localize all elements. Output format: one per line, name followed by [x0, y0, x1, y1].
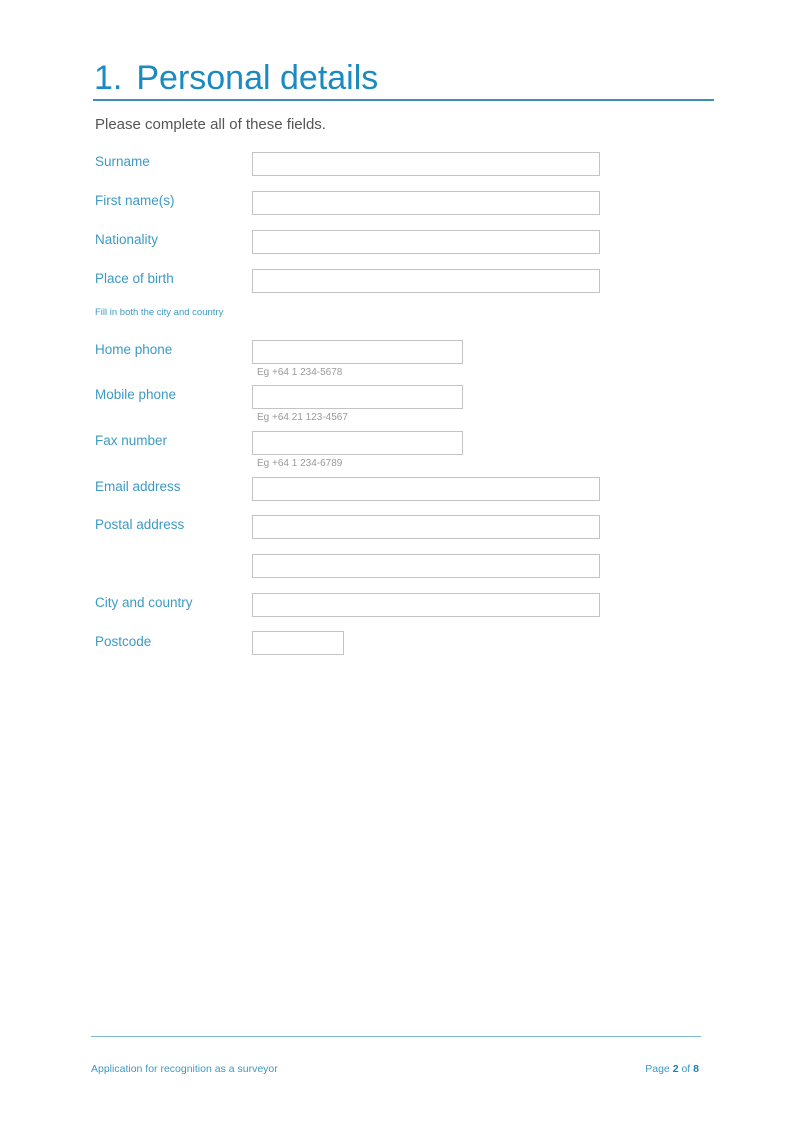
email-address-input[interactable] [252, 477, 600, 501]
page-current: 2 [672, 1063, 679, 1075]
surname-input[interactable] [252, 152, 600, 176]
page-prefix: Page [645, 1063, 670, 1075]
title-divider [93, 99, 714, 101]
postal-address-line2-input[interactable] [252, 554, 600, 578]
postcode-label: Postcode [95, 634, 152, 649]
place-of-birth-label: Place of birth [95, 271, 174, 286]
postal-address-label: Postal address [95, 517, 185, 532]
first-names-label: First name(s) [95, 193, 175, 208]
page-total: 8 [693, 1063, 699, 1075]
page-indicator [645, 1063, 699, 1075]
section-title-text: Personal details [136, 59, 379, 97]
footer-divider [91, 1036, 701, 1037]
section-number: 1. [94, 59, 123, 97]
mobile-phone-label: Mobile phone [95, 387, 177, 402]
nationality-label: Nationality [95, 232, 159, 247]
first-names-input[interactable] [252, 191, 600, 215]
postal-address-line1-input[interactable] [252, 515, 600, 539]
fax-number-label: Fax number [95, 433, 168, 448]
intro-text: Please complete all of these fields. [95, 116, 326, 133]
city-country-label: City and country [95, 595, 193, 610]
mobile-phone-input[interactable] [252, 385, 463, 409]
nationality-input[interactable] [252, 230, 600, 254]
email-address-label: Email address [95, 479, 181, 494]
page-of: of [681, 1063, 691, 1075]
surname-label: Surname [95, 154, 150, 169]
fax-number-example: Eg +64 1 234-6789 [257, 458, 343, 469]
place-of-birth-input[interactable] [252, 269, 600, 293]
footer-document-title: Application for recognition as a surveyor [91, 1063, 278, 1075]
home-phone-label: Home phone [95, 342, 173, 357]
home-phone-input[interactable] [252, 340, 463, 364]
city-country-input[interactable] [252, 593, 600, 617]
postcode-input[interactable] [252, 631, 344, 655]
section-title [94, 58, 378, 98]
home-phone-example: Eg +64 1 234-5678 [257, 367, 343, 378]
fax-number-input[interactable] [252, 431, 463, 455]
place-of-birth-hint: Fill in both the city and country [95, 307, 224, 318]
mobile-phone-example: Eg +64 21 123-4567 [257, 412, 348, 423]
